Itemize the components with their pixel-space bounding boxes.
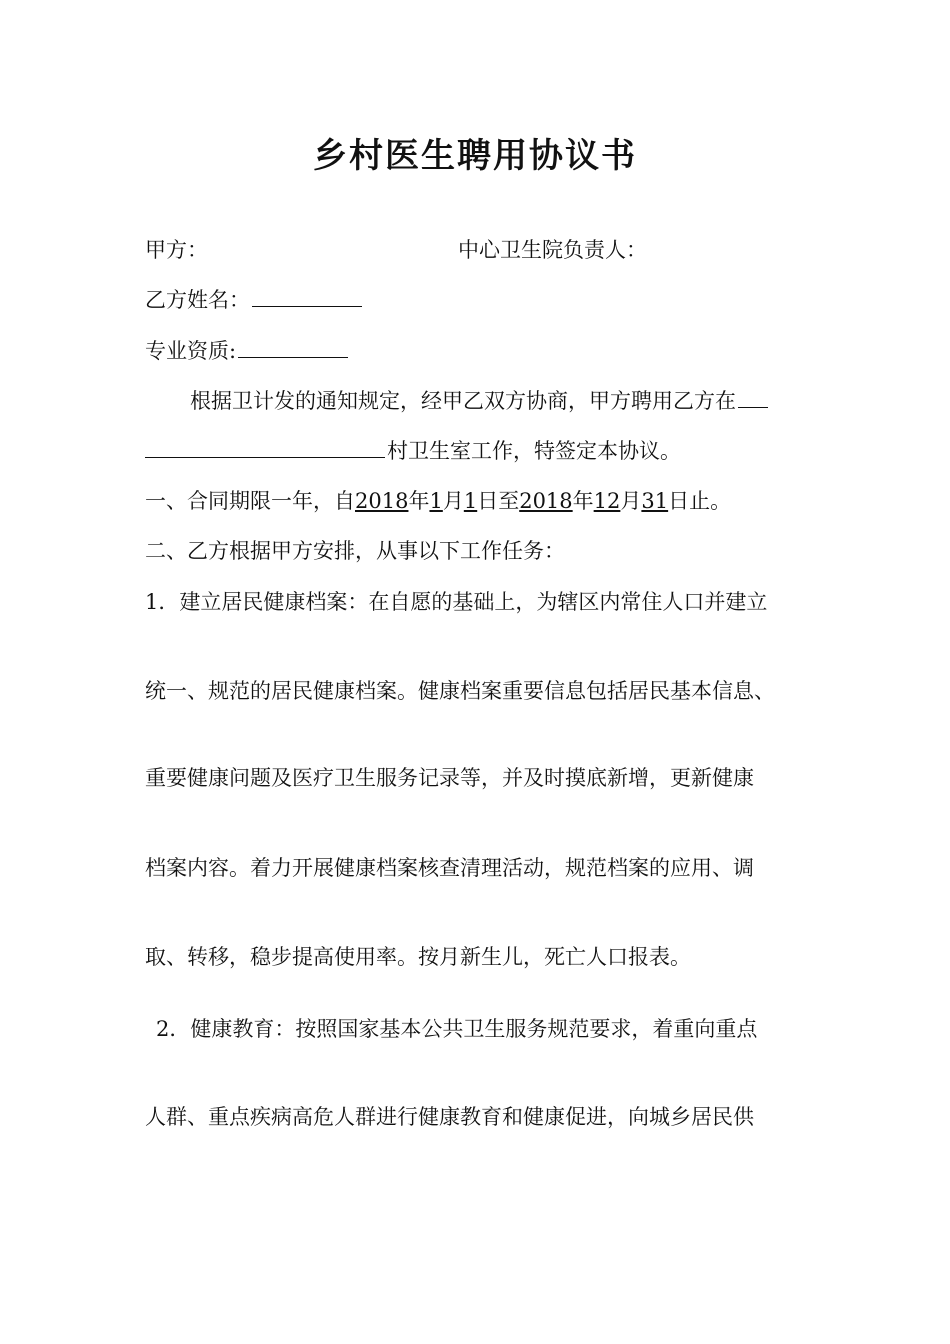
- term-start-year: 2018: [355, 489, 409, 513]
- term-line: [145, 489, 731, 514]
- document-title: 乡村医生聘用协议书: [313, 136, 637, 176]
- intro-text-2: 村卫生室工作，特签定本协议。: [387, 439, 681, 463]
- party-a-label: 甲方：: [145, 238, 208, 262]
- intro-line-1: [190, 389, 770, 414]
- village-blank-1: [738, 406, 768, 408]
- party-a-line: [145, 238, 208, 263]
- item1-line-4: 档案内容。着力开展健康档案核查清理活动，规范档案的应用、调: [145, 856, 754, 880]
- term-end-day: 31: [641, 489, 669, 513]
- village-blank-2: [145, 456, 385, 458]
- center-head-line: [458, 238, 647, 263]
- section-2-heading: 二、乙方根据甲方安排，从事以下工作任务：: [145, 539, 565, 563]
- item1-line-1: 1．建立居民健康档案：在自愿的基础上，为辖区内常住人口并建立: [145, 590, 768, 614]
- term-end-year: 2018: [519, 489, 573, 513]
- qualification-label: 专业资质:: [145, 339, 237, 363]
- item1-line-3: 重要健康问题及医疗卫生服务记录等，并及时摸底新增，更新健康: [145, 766, 754, 790]
- party-b-name-blank: [252, 305, 362, 307]
- party-b-name-label: 乙方姓名：: [145, 288, 250, 312]
- item1-line-2: 统一、规范的居民健康档案。健康档案重要信息包括居民基本信息、: [145, 679, 775, 703]
- term-suffix: 日止。: [668, 489, 732, 513]
- term-month-char-2: 月: [620, 489, 642, 513]
- item1-line-5: 取、转移，稳步提高使用率。按月新生儿，死亡人口报表。: [145, 945, 691, 969]
- term-prefix: 一、合同期限一年，自: [145, 489, 355, 513]
- center-head-label: 中心卫生院负责人：: [458, 238, 647, 262]
- term-start-month: 1: [429, 489, 443, 513]
- party-b-name-line: [145, 288, 364, 313]
- qualification-line: [145, 339, 350, 364]
- term-day-to: 日至: [477, 489, 520, 513]
- item2-line-1: 2．健康教育：按照国家基本公共卫生服务规范要求，着重向重点: [156, 1017, 758, 1041]
- term-year-char-2: 年: [572, 489, 594, 513]
- term-end-month: 12: [593, 489, 621, 513]
- term-year-char: 年: [408, 489, 430, 513]
- term-month-char: 月: [442, 489, 464, 513]
- item2-line-2: 人群、重点疾病高危人群进行健康教育和健康促进，向城乡居民供: [145, 1105, 754, 1129]
- intro-line-2: [145, 439, 681, 464]
- intro-text-1: 根据卫计发的通知规定，经甲乙双方协商，甲方聘用乙方在: [190, 389, 736, 413]
- term-start-day: 1: [463, 489, 478, 513]
- qualification-blank: [238, 356, 348, 358]
